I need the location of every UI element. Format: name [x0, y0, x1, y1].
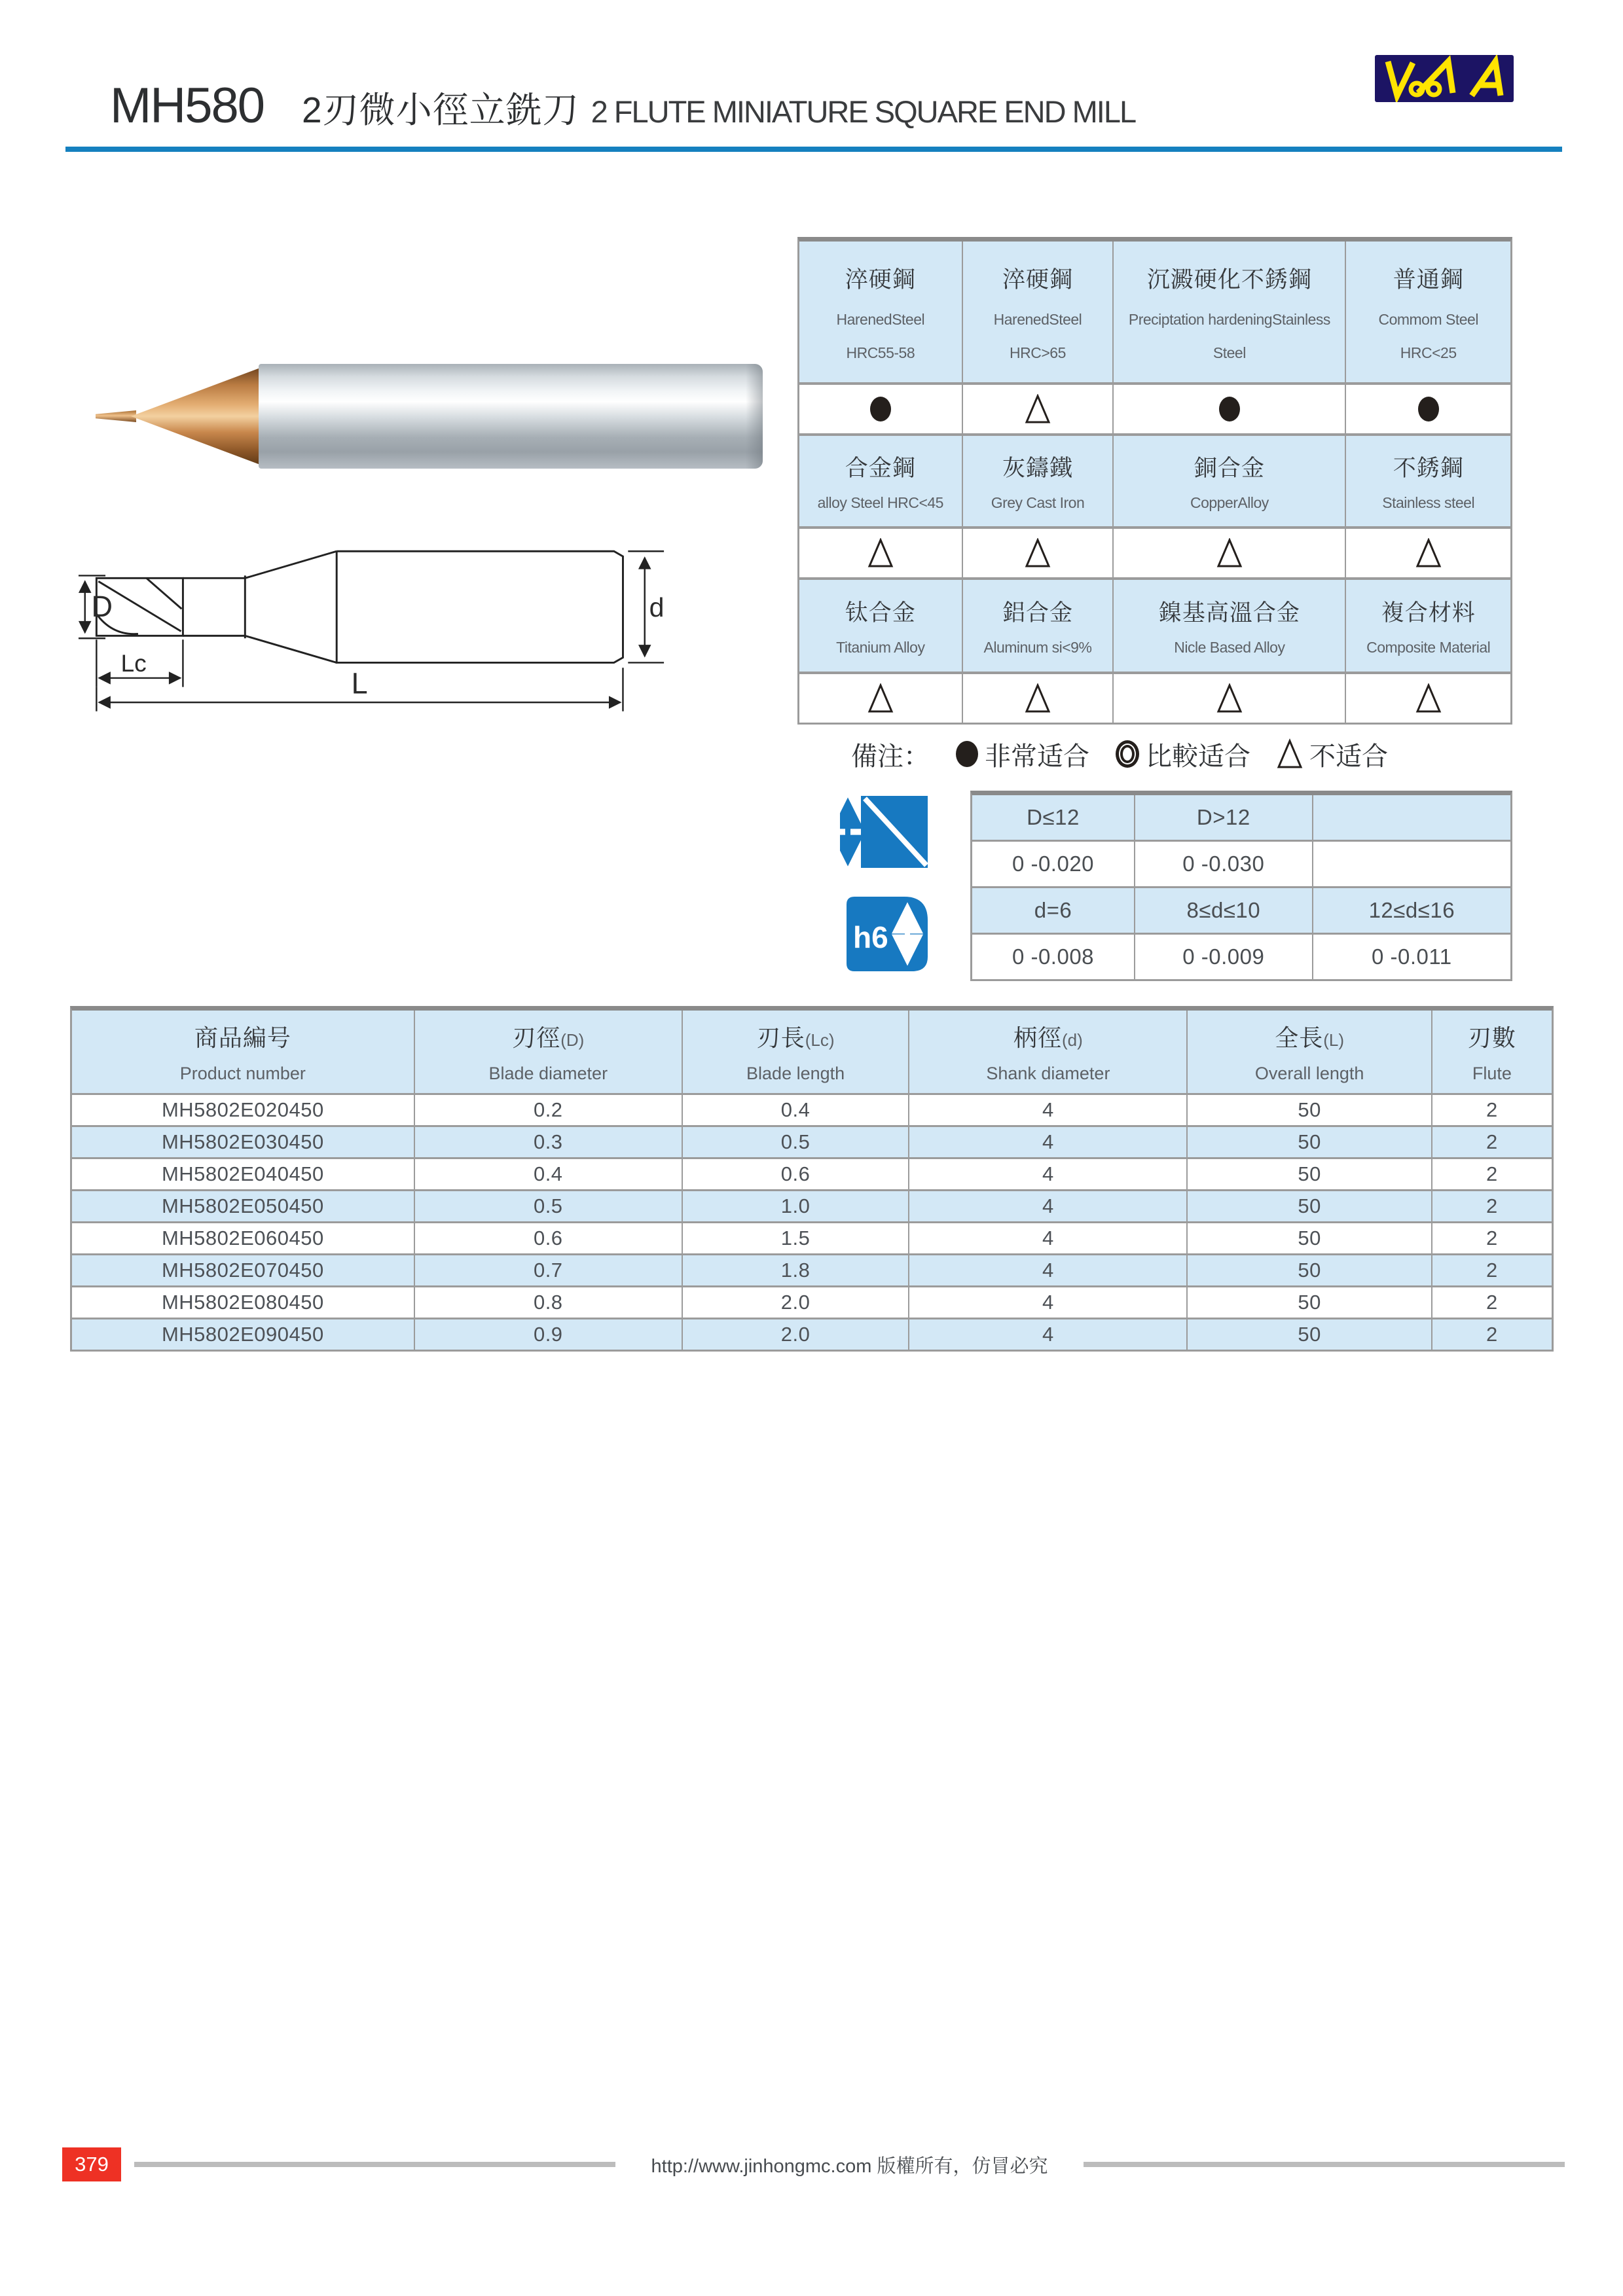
- filled-circle-icon: [1219, 397, 1240, 422]
- product-column-header: [1188, 1011, 1431, 1093]
- product-cell: 50: [1188, 1095, 1431, 1125]
- product-cell: 4: [909, 1095, 1186, 1125]
- product-cell: MH5802E080450: [72, 1287, 414, 1318]
- product-cell: 1.8: [683, 1255, 908, 1285]
- column-label-cn: 柄徑: [1013, 1024, 1062, 1051]
- tolerance-header-cell: 8≤d≤10: [1135, 888, 1312, 933]
- product-column-header: [909, 1011, 1186, 1093]
- product-cell: MH5802E040450: [72, 1159, 414, 1189]
- material-header-cell: [799, 580, 962, 672]
- tolerance-table: [970, 791, 1512, 981]
- material-name-en: Stainless steel: [1382, 493, 1475, 511]
- tolerance-value-cell: 0 -0.011: [1313, 935, 1510, 979]
- suitability-cell: [799, 529, 962, 577]
- product-cell: 4: [909, 1191, 1186, 1221]
- product-cell: 50: [1188, 1223, 1431, 1253]
- column-label-en: Blade length: [746, 1064, 845, 1083]
- product-cell: 2: [1432, 1255, 1552, 1285]
- material-name-en: Commom Steel: [1378, 310, 1478, 328]
- material-header-cell: [799, 436, 962, 526]
- suitability-cell: [1346, 674, 1510, 723]
- product-cell: 50: [1188, 1159, 1431, 1189]
- suitability-cell: [963, 529, 1113, 577]
- endmill-taper-cone: [131, 367, 262, 465]
- product-column-header: [1432, 1011, 1552, 1093]
- column-label-en: Shank diameter: [986, 1064, 1110, 1083]
- product-cell: 0.5: [683, 1127, 908, 1157]
- material-name-en: Titanium Alloy: [836, 639, 925, 656]
- triangle-icon: [1277, 738, 1303, 770]
- product-cell: 4: [909, 1127, 1186, 1157]
- product-cell: 0.9: [415, 1319, 682, 1350]
- material-header-cell: [1346, 436, 1510, 526]
- dim-label-d: d: [649, 592, 665, 623]
- material-name-cn: 銅合金: [1194, 456, 1265, 482]
- column-label-cn: 刃徑: [512, 1024, 561, 1051]
- tolerance-header-cell: D≤12: [972, 795, 1134, 840]
- footer-rule-left: [134, 2162, 615, 2167]
- product-cell: 50: [1188, 1287, 1431, 1318]
- material-name-cn: 普通鋼: [1393, 266, 1464, 293]
- column-unit: (L): [1323, 1030, 1345, 1050]
- material-name-cn: 淬硬鋼: [1002, 266, 1073, 293]
- tolerance-value-cell: 0 -0.008: [972, 935, 1134, 979]
- suitability-cell: [963, 385, 1113, 433]
- legend-item-label: 比較适合: [1146, 742, 1250, 771]
- product-cell: 0.4: [683, 1095, 908, 1125]
- product-cell: 4: [909, 1287, 1186, 1318]
- material-name-cn: 不銹鋼: [1393, 456, 1464, 482]
- material-name-cn: 鎳基高溫合金: [1158, 600, 1300, 626]
- material-name-en: HarenedSteel: [836, 310, 925, 328]
- tolerance-value-cell: [1313, 842, 1510, 886]
- tolerance-header-cell: d=6: [972, 888, 1134, 933]
- suitability-cell: [1114, 529, 1345, 577]
- product-cell: 4: [909, 1159, 1186, 1189]
- legend-item: [1277, 736, 1388, 773]
- dim-label-D: D: [91, 590, 113, 624]
- material-name-en: CopperAlloy: [1190, 493, 1269, 511]
- product-cell: 50: [1188, 1191, 1431, 1221]
- material-header-cell: [1114, 436, 1345, 526]
- product-cell: 2.0: [683, 1287, 908, 1318]
- blade-diameter-tolerance-icon: [840, 792, 929, 872]
- triangle-icon: [1415, 683, 1442, 713]
- product-cell: 1.5: [683, 1223, 908, 1253]
- material-header-cell: [963, 436, 1113, 526]
- suitability-cell: [1114, 385, 1345, 433]
- column-label-en: Flute: [1472, 1064, 1512, 1083]
- legend-item-label: 非常适合: [985, 742, 1089, 771]
- material-name-cn: 合金鋼: [845, 456, 916, 482]
- product-cell: 2: [1432, 1095, 1552, 1125]
- symbol-legend: [851, 734, 1388, 774]
- material-name-en: Aluminum si<9%: [983, 639, 1092, 656]
- column-unit: (d): [1062, 1030, 1083, 1050]
- material-header-cell: [1114, 580, 1345, 672]
- suitability-cell: [1346, 529, 1510, 577]
- page-title: MH580: [110, 78, 264, 134]
- tolerance-value-cell: 0 -0.030: [1135, 842, 1312, 886]
- product-cell: MH5802E060450: [72, 1223, 414, 1253]
- product-cell: 4: [909, 1255, 1186, 1285]
- triangle-icon: [1025, 683, 1051, 713]
- tolerance-header-cell: [1313, 795, 1510, 840]
- suitability-cell: [1346, 385, 1510, 433]
- product-cell: 2: [1432, 1159, 1552, 1189]
- product-cell: 1.0: [683, 1191, 908, 1221]
- product-cell: 2: [1432, 1223, 1552, 1253]
- product-photo: [85, 364, 763, 469]
- product-column-header: [683, 1011, 908, 1093]
- product-cell: 2.0: [683, 1319, 908, 1350]
- endmill-tip: [96, 410, 136, 422]
- h6-label: h6: [853, 920, 888, 954]
- double-circle-icon: [1116, 740, 1139, 768]
- material-hardness: HRC<25: [1400, 344, 1457, 362]
- legend-item: [956, 736, 1089, 773]
- filled-circle-icon: [1418, 397, 1439, 422]
- page-header: [110, 77, 1135, 134]
- material-header-cell: [963, 580, 1113, 672]
- column-label-en: Blade diameter: [488, 1064, 608, 1083]
- page-subtitle-en: 2 FLUTE MINIATURE SQUARE END MILL: [591, 94, 1136, 129]
- tolerance-header-cell: D>12: [1135, 795, 1312, 840]
- product-cell: MH5802E020450: [72, 1095, 414, 1125]
- product-cell: 50: [1188, 1255, 1431, 1285]
- column-unit: (Lc): [805, 1030, 835, 1050]
- product-cell: 4: [909, 1223, 1186, 1253]
- suitability-cell: [799, 385, 962, 433]
- product-cell: 0.7: [415, 1255, 682, 1285]
- product-cell: MH5802E090450: [72, 1319, 414, 1350]
- product-cell: 2: [1432, 1287, 1552, 1318]
- material-hardness: HRC>65: [1010, 344, 1066, 362]
- product-table: [70, 1006, 1554, 1352]
- material-hardness: Steel: [1213, 344, 1246, 362]
- tolerance-value-cell: 0 -0.020: [972, 842, 1134, 886]
- header-divider: [65, 147, 1562, 152]
- filled-circle-icon: [956, 741, 978, 767]
- product-cell: 2: [1432, 1127, 1552, 1157]
- material-name-en: Grey Cast Iron: [991, 493, 1085, 511]
- material-suitability-table: [797, 237, 1512, 725]
- column-label-cn: 全長: [1275, 1024, 1324, 1051]
- brand-logo-icon: [1375, 55, 1514, 102]
- material-hardness: HRC55-58: [846, 344, 915, 362]
- endmill-shank: [259, 364, 763, 469]
- tolerance-header-cell: 12≤d≤16: [1313, 888, 1510, 933]
- product-cell: 0.3: [415, 1127, 682, 1157]
- product-cell: 50: [1188, 1319, 1431, 1350]
- material-name-en: Preciptation hardeningStainless: [1128, 310, 1330, 328]
- column-label-en: Product number: [179, 1064, 306, 1083]
- triangle-icon: [867, 538, 894, 568]
- product-cell: 0.8: [415, 1287, 682, 1318]
- material-name-cn: 複合材料: [1381, 600, 1476, 626]
- product-cell: MH5802E070450: [72, 1255, 414, 1285]
- material-name-cn: 沉澱硬化不銹鋼: [1146, 266, 1312, 293]
- dimension-diagram: [77, 518, 666, 716]
- legend-item-label: 不适合: [1309, 742, 1388, 771]
- filled-circle-icon: [870, 397, 891, 422]
- product-cell: 4: [909, 1319, 1186, 1350]
- dim-label-L: L: [351, 666, 368, 700]
- triangle-icon: [1415, 538, 1442, 568]
- copyright-text: http://www.jinhongmc.com 版權所有，仿冒必究: [651, 2155, 1048, 2177]
- column-label-cn: 刃數: [1467, 1024, 1516, 1051]
- material-header-cell: [1346, 242, 1510, 382]
- product-cell: 2: [1432, 1191, 1552, 1221]
- legend-label: 備注：: [851, 742, 930, 771]
- material-header-cell: [1346, 580, 1510, 672]
- product-cell: 0.6: [683, 1159, 908, 1189]
- material-name-cn: 淬硬鋼: [845, 266, 916, 293]
- page-footer: [134, 2147, 1565, 2181]
- product-cell: 50: [1188, 1127, 1431, 1157]
- shank-tolerance-h6-icon: [840, 894, 929, 974]
- legend-item: [1116, 736, 1250, 773]
- triangle-icon: [1025, 394, 1051, 424]
- triangle-icon: [867, 683, 894, 713]
- material-header-cell: [1114, 242, 1345, 382]
- column-label-en: Overall length: [1254, 1064, 1364, 1083]
- page-subtitle-cn: 2刃微小徑立銑刀: [302, 90, 579, 130]
- product-column-header: [415, 1011, 682, 1093]
- suitability-cell: [799, 674, 962, 723]
- footer-rule-right: [1084, 2162, 1565, 2167]
- page-number-badge: 379: [62, 2147, 121, 2181]
- material-name-cn: 鋁合金: [1002, 600, 1073, 626]
- triangle-icon: [1216, 538, 1243, 568]
- product-cell: 0.2: [415, 1095, 682, 1125]
- product-cell: 0.5: [415, 1191, 682, 1221]
- material-header-cell: [799, 242, 962, 382]
- material-name-en: Nicle Based Alloy: [1174, 639, 1285, 656]
- triangle-icon: [1216, 683, 1243, 713]
- product-cell: 0.4: [415, 1159, 682, 1189]
- column-unit: (D): [560, 1030, 585, 1050]
- column-label-cn: 刃長: [756, 1024, 805, 1051]
- product-cell: MH5802E050450: [72, 1191, 414, 1221]
- suitability-cell: [963, 674, 1113, 723]
- material-name-en: alloy Steel HRC<45: [817, 493, 943, 511]
- product-column-header: [72, 1011, 414, 1093]
- suitability-cell: [1114, 674, 1345, 723]
- product-cell: MH5802E030450: [72, 1127, 414, 1157]
- triangle-icon: [1025, 538, 1051, 568]
- product-cell: 0.6: [415, 1223, 682, 1253]
- material-name-cn: 钛合金: [845, 600, 916, 626]
- column-label-cn: 商品編号: [194, 1024, 291, 1051]
- dim-label-Lc: Lc: [120, 649, 147, 677]
- tolerance-value-cell: 0 -0.009: [1135, 935, 1312, 979]
- material-header-cell: [963, 242, 1113, 382]
- material-name-cn: 灰鑄鐵: [1002, 456, 1073, 482]
- material-name-en: Composite Material: [1366, 639, 1491, 656]
- product-cell: 2: [1432, 1319, 1552, 1350]
- material-name-en: HarenedSteel: [993, 310, 1082, 328]
